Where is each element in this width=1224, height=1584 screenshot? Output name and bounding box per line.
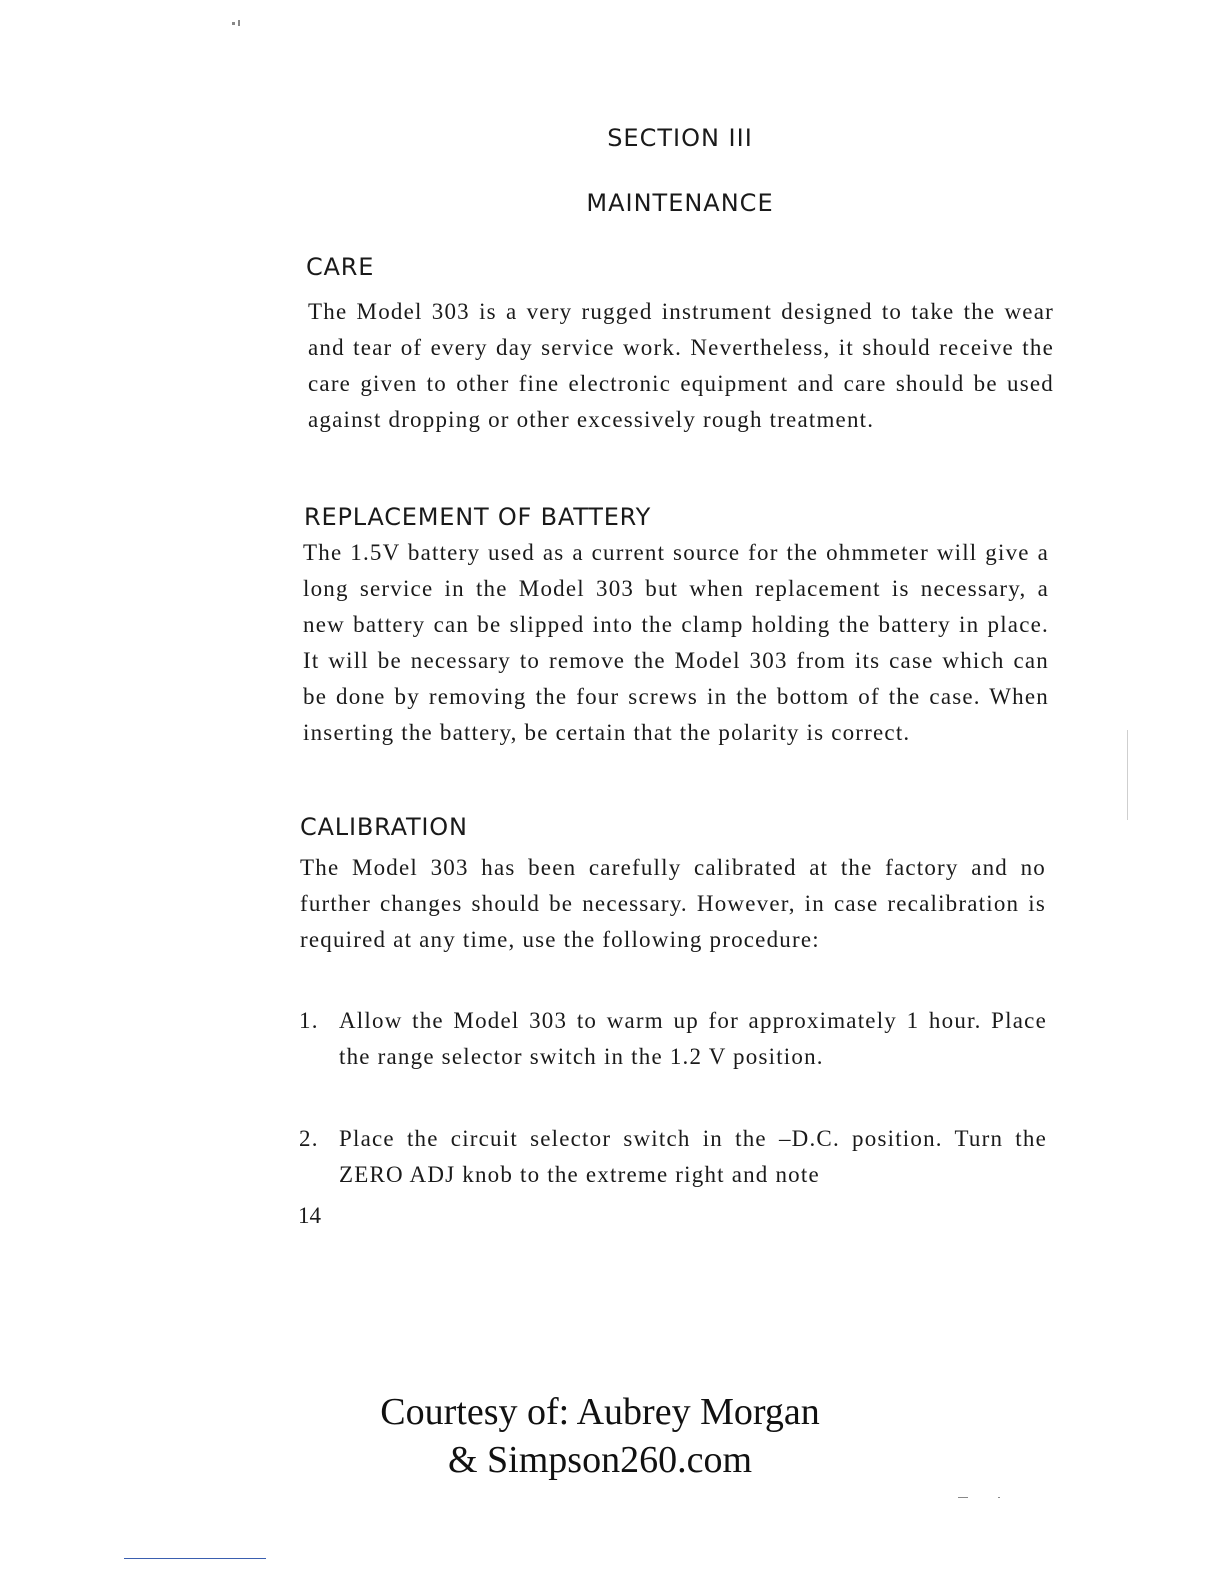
scan-speck (998, 1497, 1000, 1498)
step-text: Place the circuit selector switch in the –D.C. position. Turn the ZERO ADJ knob to the extreme right and note (339, 1126, 1047, 1187)
procedure-step-2 (299, 1121, 1047, 1193)
calibration-paragraph: The Model 303 has been carefully calibrated at the factory and no further changes should be necessary. However, in case recalibration is required at any time, use the following procedure: (300, 855, 1046, 952)
battery-paragraph: The 1.5V battery used as a current source for the ohmmeter will give a long service in the Model 303 but when replacement is necessary, a new battery can be slipped into the clamp holding the battery in place. It will be necessary to remove the Model 303 from its case which can be done by removing the four screws in the bottom of the case. When inserting the battery, be certain that the polarity is correct. (303, 540, 1049, 745)
battery-heading: REPLACEMENT OF BATTERY (304, 503, 652, 531)
scan-speck (238, 20, 240, 26)
section-subtitle: MAINTENANCE (586, 189, 774, 217)
care-paragraph: The Model 303 is a very rugged instrument designed to take the wear and tear of every day service work. Nevertheless, it should receive the care given to other fine electronic equipment and care should be used against dropping or other excessively rough treatment. (308, 299, 1054, 432)
page-number: 14 (298, 1203, 321, 1228)
step-number: 2. (299, 1126, 319, 1151)
procedure-step-1 (299, 1003, 1047, 1075)
courtesy-line-1: Courtesy of: Aubrey Morgan (380, 1391, 820, 1433)
scan-speck (1127, 730, 1128, 820)
courtesy-footer (0, 1388, 1200, 1484)
divider-line (124, 1558, 266, 1559)
care-heading: CARE (306, 253, 375, 281)
calibration-heading: CALIBRATION (300, 813, 468, 841)
scan-speck (232, 22, 235, 25)
section-title: SECTION III (607, 124, 753, 152)
step-number: 1. (299, 1008, 319, 1033)
courtesy-line-2: & Simpson260.com (447, 1439, 753, 1481)
step-text: Allow the Model 303 to warm up for approximately 1 hour. Place the range selector switch in the 1.2 V position. (339, 1008, 1047, 1069)
scan-speck (958, 1497, 968, 1498)
